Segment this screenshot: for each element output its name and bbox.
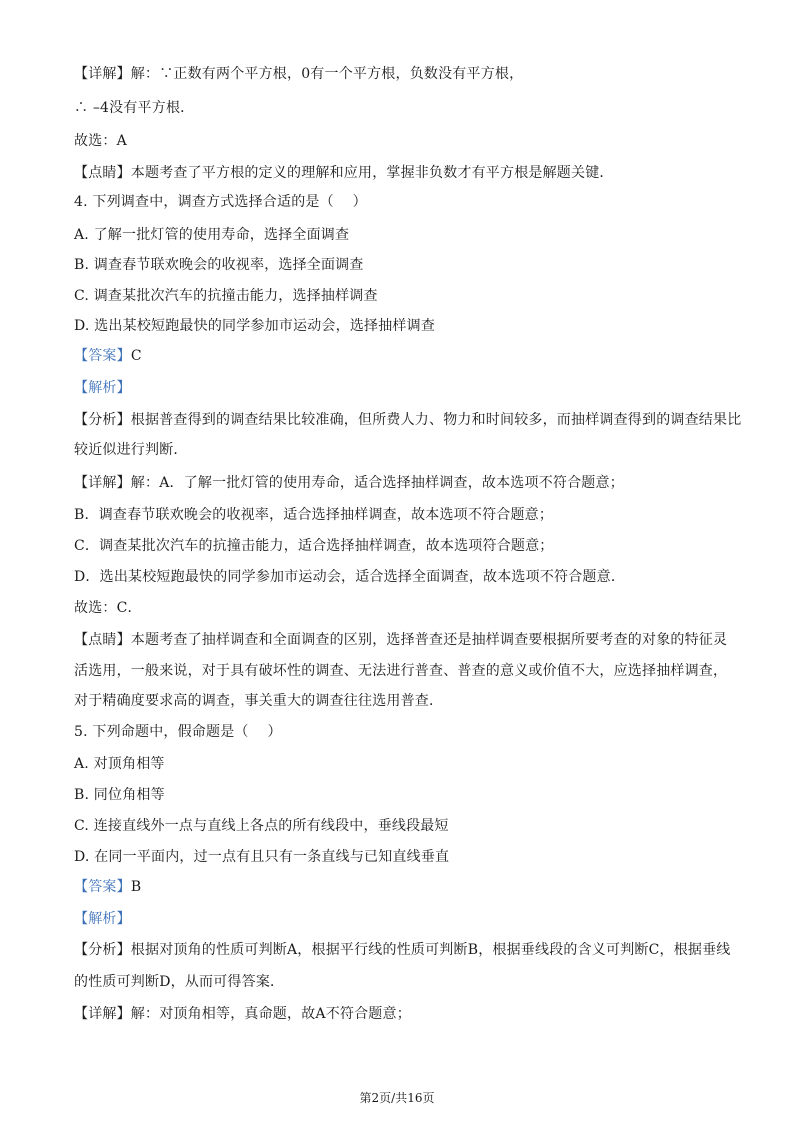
q4-comment-line-2: 活选用，一般来说，对于具有破坏性的调查、无法进行普查、普查的意义或价值不大，应选择抽样调查， bbox=[74, 663, 728, 679]
q5-answer-line bbox=[74, 877, 734, 897]
q4-analysis-line-1: 【分析】根据普查得到的调查结果比较准确，但所费人力、物力和时间较多，而抽样调查得到的调查结果比 bbox=[74, 412, 742, 428]
q4-option-b: B. 调查春节联欢晚会的收视率，选择全面调查 bbox=[74, 257, 364, 273]
q5-option-c: C. 连接直线外一点与直线上各点的所有线段中，垂线段最短 bbox=[74, 818, 449, 834]
q4-comment-line-1: 【点睛】本题考查了抽样调查和全面调查的区别，选择普查还是抽样调查要根据所要考查的对象的特征灵 bbox=[74, 632, 728, 648]
q5-option-d: D. 在同一平面内，过一点有且只有一条直线与已知直线垂直 bbox=[74, 849, 450, 865]
q4-option-a: A. 了解一批灯管的使用寿命，选择全面调查 bbox=[74, 227, 350, 243]
q3-therefore: ∴ –4没有平方根． bbox=[74, 100, 195, 116]
q4-option-d: D. 选出某校短跑最快的同学参加市运动会，选择抽样调查 bbox=[74, 318, 436, 334]
q4-choose: 故选：C． bbox=[74, 600, 142, 616]
q5-stem: 5. 下列命题中，假命题是（ ） bbox=[74, 724, 282, 740]
q5-analysis-tag: 【解析】 bbox=[74, 911, 131, 927]
q4-option-c: C. 调查某批次汽车的抗撞击能力，选择抽样调查 bbox=[74, 288, 378, 304]
q5-detail-line-1: 【详解】解：对顶角相等，真命题，故A不符合题意； bbox=[74, 1006, 411, 1022]
q4-analysis-tag: 【解析】 bbox=[74, 380, 131, 396]
page-number-footer: 第2页/共16页 bbox=[359, 1091, 435, 1105]
q4-answer-line bbox=[74, 346, 734, 366]
q3-choose: 故选：A bbox=[74, 133, 127, 149]
q5-analysis-line-1: 【分析】根据对顶角的性质可判断A，根据平行线的性质可判断B，根据垂线段的含义可判断C，根据垂线 bbox=[74, 942, 731, 958]
q4-detail-line-2: B．调查春节联欢晚会的收视率，适合选择抽样调查，故本选项不符合题意； bbox=[74, 507, 554, 523]
q3-detail: 【详解】解：∵正数有两个平方根，0有一个平方根，负数没有平方根， bbox=[74, 66, 524, 82]
q4-answer-value: C bbox=[130, 348, 142, 364]
q4-answer-tag: 【答案】 bbox=[74, 348, 131, 364]
q5-option-a: A. 对顶角相等 bbox=[74, 756, 165, 772]
q3-comment: 【点睛】本题考查了平方根的定义的理解和应用，掌握非负数才有平方根是解题关键． bbox=[74, 165, 614, 181]
q4-detail-line-1: 【详解】解：A．了解一批灯管的使用寿命，适合选择抽样调查，故本选项不符合题意； bbox=[74, 475, 624, 491]
q5-analysis-line-2: 的性质可判断D，从而可得答案． bbox=[74, 974, 285, 990]
q5-answer-tag: 【答案】 bbox=[74, 879, 131, 895]
q5-answer-value: B bbox=[130, 879, 142, 895]
q4-detail-line-4: D．选出某校短跑最快的同学参加市运动会，适合选择全面调查，故本选项不符合题意． bbox=[74, 569, 626, 585]
q4-comment-line-3: 对于精确度要求高的调查，事关重大的调查往往选用普查． bbox=[74, 693, 444, 709]
q4-detail-line-3: C．调查某批次汽车的抗撞击能力，适合选择抽样调查，故本选项符合题意； bbox=[74, 538, 554, 554]
q4-stem: 4. 下列调查中，调查方式选择合适的是（ ） bbox=[74, 194, 367, 210]
q5-option-b: B. 同位角相等 bbox=[74, 787, 165, 803]
q4-analysis-line-2: 较近似进行判断． bbox=[74, 442, 188, 458]
